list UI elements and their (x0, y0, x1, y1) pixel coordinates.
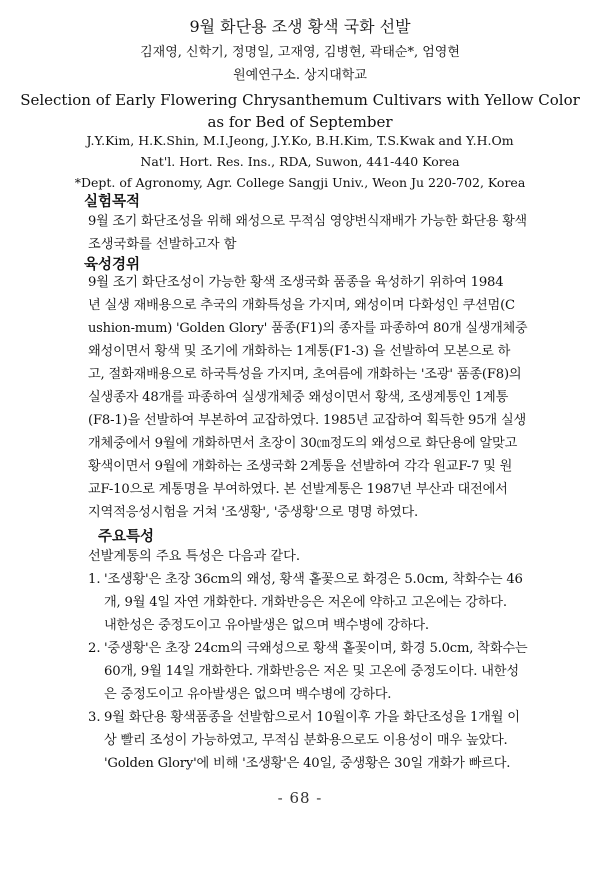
feature-item-line: 은 중정도이고 유아발생은 없으며 백수병에 강하다. (104, 687, 392, 702)
authors-english: J.Y.Kim, H.K.Shin, M.I.Jeong, J.Y.Ko, B.H.Kim, T.S.Kwak and Y.H.Om (86, 133, 514, 148)
purpose-line: 조생국화를 선발하고자 함 (88, 237, 237, 252)
section-heading-history: 육성경위 (84, 256, 141, 273)
history-line: (F8-1)을 선발하여 부본하여 교잡하였다. 1985년 교잡하여 획득한 95개 실생 (88, 413, 527, 428)
affiliation-english-secondary: *Dept. of Agronomy, Agr. College Sangji Univ., Weon Ju 220-702, Korea (74, 175, 526, 190)
affiliation-english: Nat'l. Hort. Res. Ins., RDA, Suwon, 441-440 Korea (140, 154, 460, 169)
affiliation-korean: 원예연구소. 상지대학교 (233, 68, 367, 83)
features-intro: 선발계통의 주요 특성은 다음과 같다. (88, 549, 301, 564)
section-heading-features: 주요특성 (98, 528, 155, 545)
feature-item-line: 60개, 9월 14일 개화한다. 개화반응은 저온 및 고온에 중정도이다. 내한성 (104, 664, 519, 679)
section-heading-purpose: 실험목적 (84, 193, 141, 210)
history-line: 황색이면서 9월에 개화하는 조생국화 2계통을 선발하여 각각 원교F-7 및 원 (88, 459, 513, 474)
authors-korean: 김재영, 신학기, 정명일, 고재영, 김병현, 곽태순*, 엄영현 (140, 45, 460, 60)
feature-item-line: 내한성은 중정도이고 유아발생은 없으며 백수병에 강하다. (104, 618, 429, 633)
page-number: - 68 - (277, 789, 323, 807)
history-line: 개체중에서 9월에 개화하면서 초장이 30㎝정도의 왜성으로 화단용에 알맞고 (88, 436, 518, 451)
history-line: 9월 조기 화단조성이 가능한 황색 조생국화 품종을 육성하기 위하여 1984 (88, 275, 504, 290)
paper-title-korean: 9월 화단용 조생 황색 국화 선발 (189, 17, 411, 36)
history-line: 왜성이면서 황색 및 조기에 개화하는 1계통(F1-3) 을 선발하여 모본으로 하 (88, 344, 511, 359)
feature-item-line: 상 빨리 조성이 가능하였고, 무적심 분화용으로도 이용성이 매우 높았다. (104, 733, 508, 748)
feature-item-line: 'Golden Glory'에 비해 '조생황'은 40일, 중생황은 30일 개화가 빠르다. (104, 756, 511, 771)
feature-item-number: 2. (88, 641, 101, 656)
purpose-line: 9월 조기 화단조성을 위해 왜성으로 무적심 영양번식재배가 가능한 화단용 황색 (88, 214, 527, 229)
history-line: 고, 절화재배용으로 하국특성을 가지며, 초여름에 개화하는 '조광' 품종(F8)의 (88, 367, 522, 382)
paper-title-english-line2: as for Bed of September (207, 113, 393, 131)
feature-item-line: '조생황'은 초장 36cm의 왜성, 황색 홑꽃으로 화경은 5.0cm, 착화수는 46 (104, 572, 523, 587)
feature-item-line: 개, 9월 4일 자연 개화한다. 개화반응은 저온에 약하고 고온에는 강하다. (104, 595, 507, 610)
feature-item-number: 3. (88, 710, 101, 725)
history-line: ushion-mum) 'Golden Glory' 품종(F1)의 종자를 파종하여 80개 실생개체중 (88, 321, 528, 336)
history-line: 지역적응성시험을 거쳐 '조생황', '중생황'으로 명명 하였다. (88, 505, 419, 520)
feature-item-line: '중생황'은 초장 24cm의 극왜성으로 황색 홑꽃이며, 화경 5.0cm, 착화수는 (104, 641, 528, 656)
paper-title-english-line1: Selection of Early Flowering Chrysanthemum Cultivars with Yellow Color (20, 91, 580, 109)
history-line: 실생종자 48개를 파종하여 실생개체중 왜성이면서 황색, 조생계통인 1계통 (88, 390, 509, 405)
history-line: 교F-10으로 계통명을 부여하였다. 본 선발계통은 1987년 부산과 대전에서 (88, 482, 508, 497)
feature-item-line: 9월 화단용 황색품종을 선발함으로서 10월이후 가을 화단조성을 1개월 이 (104, 710, 520, 725)
history-line: 년 실생 재배용으로 추국의 개화특성을 가지며, 왜성이며 다화성인 쿠션멈(C (88, 298, 515, 313)
feature-item-number: 1. (88, 572, 101, 587)
